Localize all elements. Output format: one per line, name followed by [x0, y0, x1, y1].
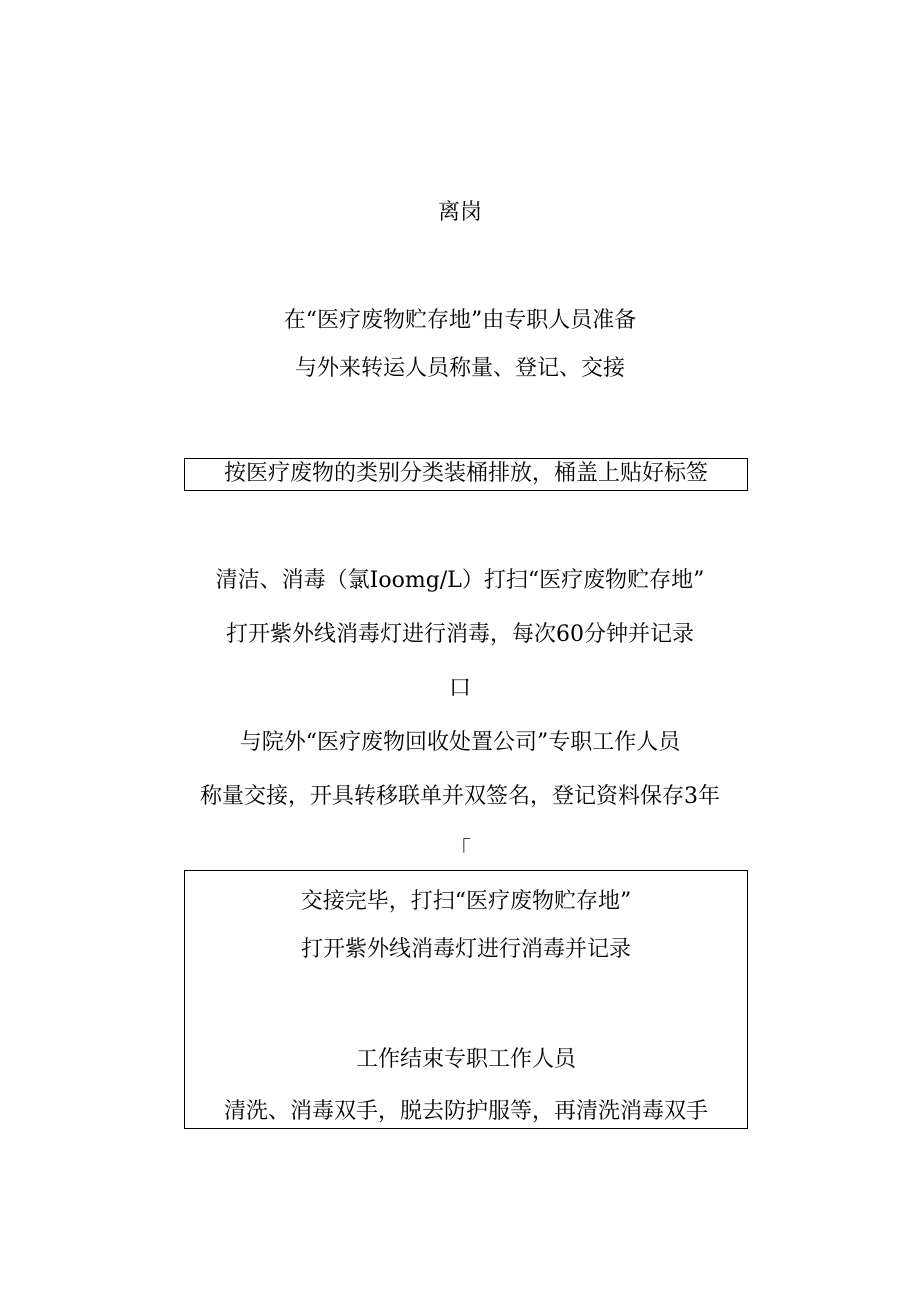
final-box-line-2: 打开紫外线消毒灯进行消毒并记录: [300, 937, 631, 962]
step-clean-line-1: 清洁、消毒（氯Ioomg/L）打扫“医疗废物贮存地”: [215, 568, 705, 593]
step-leave-post: 离岗: [437, 200, 482, 225]
step-prepare-line-2: 与外来转运人员称量、登记、交接: [294, 356, 625, 381]
connector-1: 口: [448, 676, 471, 701]
connector-2: 「: [448, 838, 471, 863]
step-handover-line-2: 称量交接，开具转移联单并双签名，登记资料保存3年: [200, 784, 720, 809]
step-handover-line-1: 与院外“医疗废物回收处置公司”专职工作人员: [239, 730, 681, 755]
final-box: [184, 870, 748, 1129]
final-box-line-3: 工作结束专职工作人员: [355, 1047, 576, 1072]
step-prepare-line-1: 在“医疗废物贮存地”由专职人员准备: [283, 308, 637, 333]
sort-box-text: 按医疗废物的类别分类装桶排放，桶盖上贴好标签: [223, 461, 708, 486]
final-box-line-1: 交接完毕，打扫“医疗废物贮存地”: [300, 889, 632, 914]
final-box-line-4: 清洗、消毒双手，脱去防护服等，再清洗消毒双手: [223, 1099, 708, 1124]
sort-box: [184, 458, 748, 491]
step-clean-line-2: 打开紫外线消毒灯进行消毒，每次60分钟并记录: [226, 622, 694, 647]
